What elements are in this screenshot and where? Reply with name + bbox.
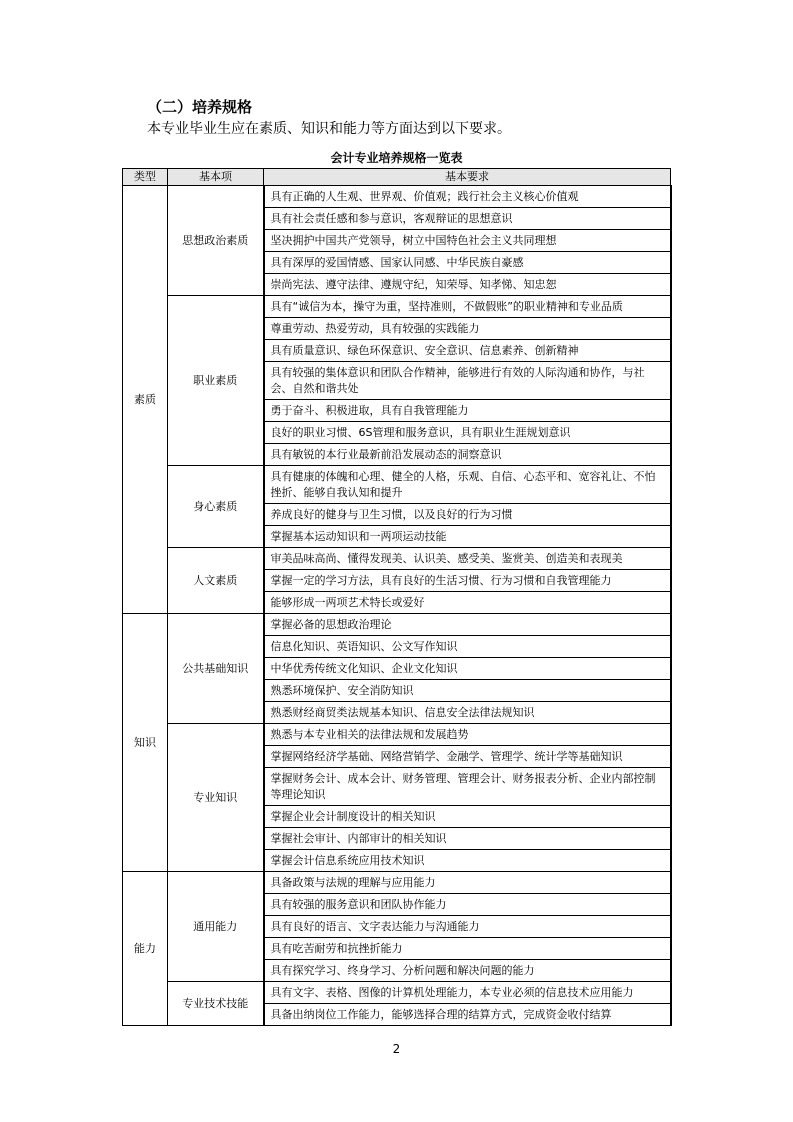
- requirement-cell: 掌握一定的学习方法，具有良好的生活习惯、行为习惯和自我管理能力: [264, 570, 671, 592]
- table-row: [123, 466, 671, 504]
- subgroup-cell: 身心素质: [168, 466, 264, 548]
- requirement-cell: 具备政策与法规的理解与应用能力: [264, 872, 671, 894]
- requirement-cell: 勇于奋斗、积极进取，具有自我管理能力: [264, 400, 671, 422]
- subgroup-cell: 专业知识: [168, 724, 264, 872]
- requirement-cell: 良好的职业习惯、6S管理和服务意识，具有职业生涯规划意识: [264, 422, 671, 444]
- table-caption: 会计专业培养规格一览表: [330, 151, 463, 165]
- subgroup-cell: 公共基础知识: [168, 614, 264, 724]
- requirement-cell: 具有吃苦耐劳和抗挫折能力: [264, 938, 671, 960]
- section-heading: （二）培养规格: [147, 98, 253, 116]
- header-requirement: 基本要求: [264, 169, 671, 186]
- table-row: [123, 186, 671, 208]
- subgroup-cell: 人文素质: [168, 548, 264, 614]
- requirement-cell: 中华优秀传统文化知识、企业文化知识: [264, 658, 671, 680]
- requirement-cell: 掌握会计信息系统应用技术知识: [264, 850, 671, 872]
- requirement-cell: 具有“诚信为本，操守为重，坚持准则，不做假账”的职业精神和专业品质: [264, 296, 671, 318]
- header-type: 类型: [123, 169, 168, 186]
- category-cell: 能力: [123, 872, 168, 1026]
- requirement-cell: 掌握企业会计制度设计的相关知识: [264, 806, 671, 828]
- page-number: 2: [392, 1042, 401, 1056]
- requirement-cell: 掌握基本运动知识和一两项运动技能: [264, 526, 671, 548]
- table-body: [123, 186, 671, 1026]
- subgroup-cell: 职业素质: [168, 296, 264, 466]
- requirement-cell: 具有健康的体魄和心理、健全的人格，乐观、自信、心态平和、宽容礼让、不怕挫折、能够自我认知和提升: [264, 466, 671, 504]
- requirement-cell: 掌握社会审计、内部审计的相关知识: [264, 828, 671, 850]
- table-row: [123, 548, 671, 570]
- requirement-cell: 信息化知识、英语知识、公文写作知识: [264, 636, 671, 658]
- requirement-cell: 具有社会责任感和参与意识，客观辩证的思想意识: [264, 208, 671, 230]
- requirement-cell: 具有文字、表格、图像的计算机处理能力，本专业必须的信息技术应用能力: [264, 982, 671, 1004]
- table-row: [123, 872, 671, 894]
- requirement-cell: 具有敏锐的本行业最新前沿发展动态的洞察意识: [264, 444, 671, 466]
- requirement-cell: 审美品味高尚、懂得发现美、认识美、感受美、鉴赏美、创造美和表现美: [264, 548, 671, 570]
- requirement-cell: 掌握网络经济学基础、网络营销学、金融学、管理学、统计学等基础知识: [264, 746, 671, 768]
- table-row: [123, 296, 671, 318]
- requirement-cell: 养成良好的健身与卫生习惯，以及良好的行为习惯: [264, 504, 671, 526]
- requirement-cell: 掌握必备的思想政治理论: [264, 614, 671, 636]
- requirement-cell: 具有质量意识、绿色环保意识、安全意识、信息素养、创新精神: [264, 340, 671, 362]
- requirement-cell: 具有探究学习、终身学习、分析问题和解决问题的能力: [264, 960, 671, 982]
- requirement-cell: 熟悉财经商贸类法规基本知识、信息安全法律法规知识: [264, 702, 671, 724]
- training-spec-table: [122, 168, 672, 1026]
- header-item: 基本项: [168, 169, 264, 186]
- category-cell: 知识: [123, 614, 168, 872]
- requirement-cell: 具有较强的服务意识和团队协作能力: [264, 894, 671, 916]
- subgroup-cell: 专业技术技能: [168, 982, 264, 1026]
- requirement-cell: 尊重劳动、热爱劳动，具有较强的实践能力: [264, 318, 671, 340]
- requirement-cell: 具有深厚的爱国情感、国家认同感、中华民族自豪感: [264, 252, 671, 274]
- requirement-cell: 坚决拥护中国共产党领导，树立中国特色社会主义共同理想: [264, 230, 671, 252]
- category-cell: 素质: [123, 186, 168, 614]
- table-header-row: [123, 169, 671, 186]
- intro-paragraph: 本专业毕业生应在素质、知识和能力等方面达到以下要求。: [147, 121, 511, 137]
- table-row: [123, 614, 671, 636]
- table-row: [123, 982, 671, 1004]
- subgroup-cell: 通用能力: [168, 872, 264, 982]
- table-row: [123, 724, 671, 746]
- requirement-cell: 崇尚宪法、遵守法律、遵规守纪，知荣辱、知孝悌、知忠恕: [264, 274, 671, 296]
- requirement-cell: 具有较强的集体意识和团队合作精神，能够进行有效的人际沟通和协作，与社会、自然和谐共处: [264, 362, 671, 400]
- requirement-cell: 具有良好的语言、文字表达能力与沟通能力: [264, 916, 671, 938]
- requirement-cell: 熟悉环境保护、安全消防知识: [264, 680, 671, 702]
- subgroup-cell: 思想政治素质: [168, 186, 264, 296]
- requirement-cell: 掌握财务会计、成本会计、财务管理、管理会计、财务报表分析、企业内部控制等理论知识: [264, 768, 671, 806]
- requirement-cell: 能够形成一两项艺术特长或爱好: [264, 592, 671, 614]
- requirement-cell: 具有正确的人生观、世界观、价值观；践行社会主义核心价值观: [264, 186, 671, 208]
- requirement-cell: 熟悉与本专业相关的法律法规和发展趋势: [264, 724, 671, 746]
- requirement-cell: 具备出纳岗位工作能力，能够选择合理的结算方式，完成资金收付结算: [264, 1004, 671, 1026]
